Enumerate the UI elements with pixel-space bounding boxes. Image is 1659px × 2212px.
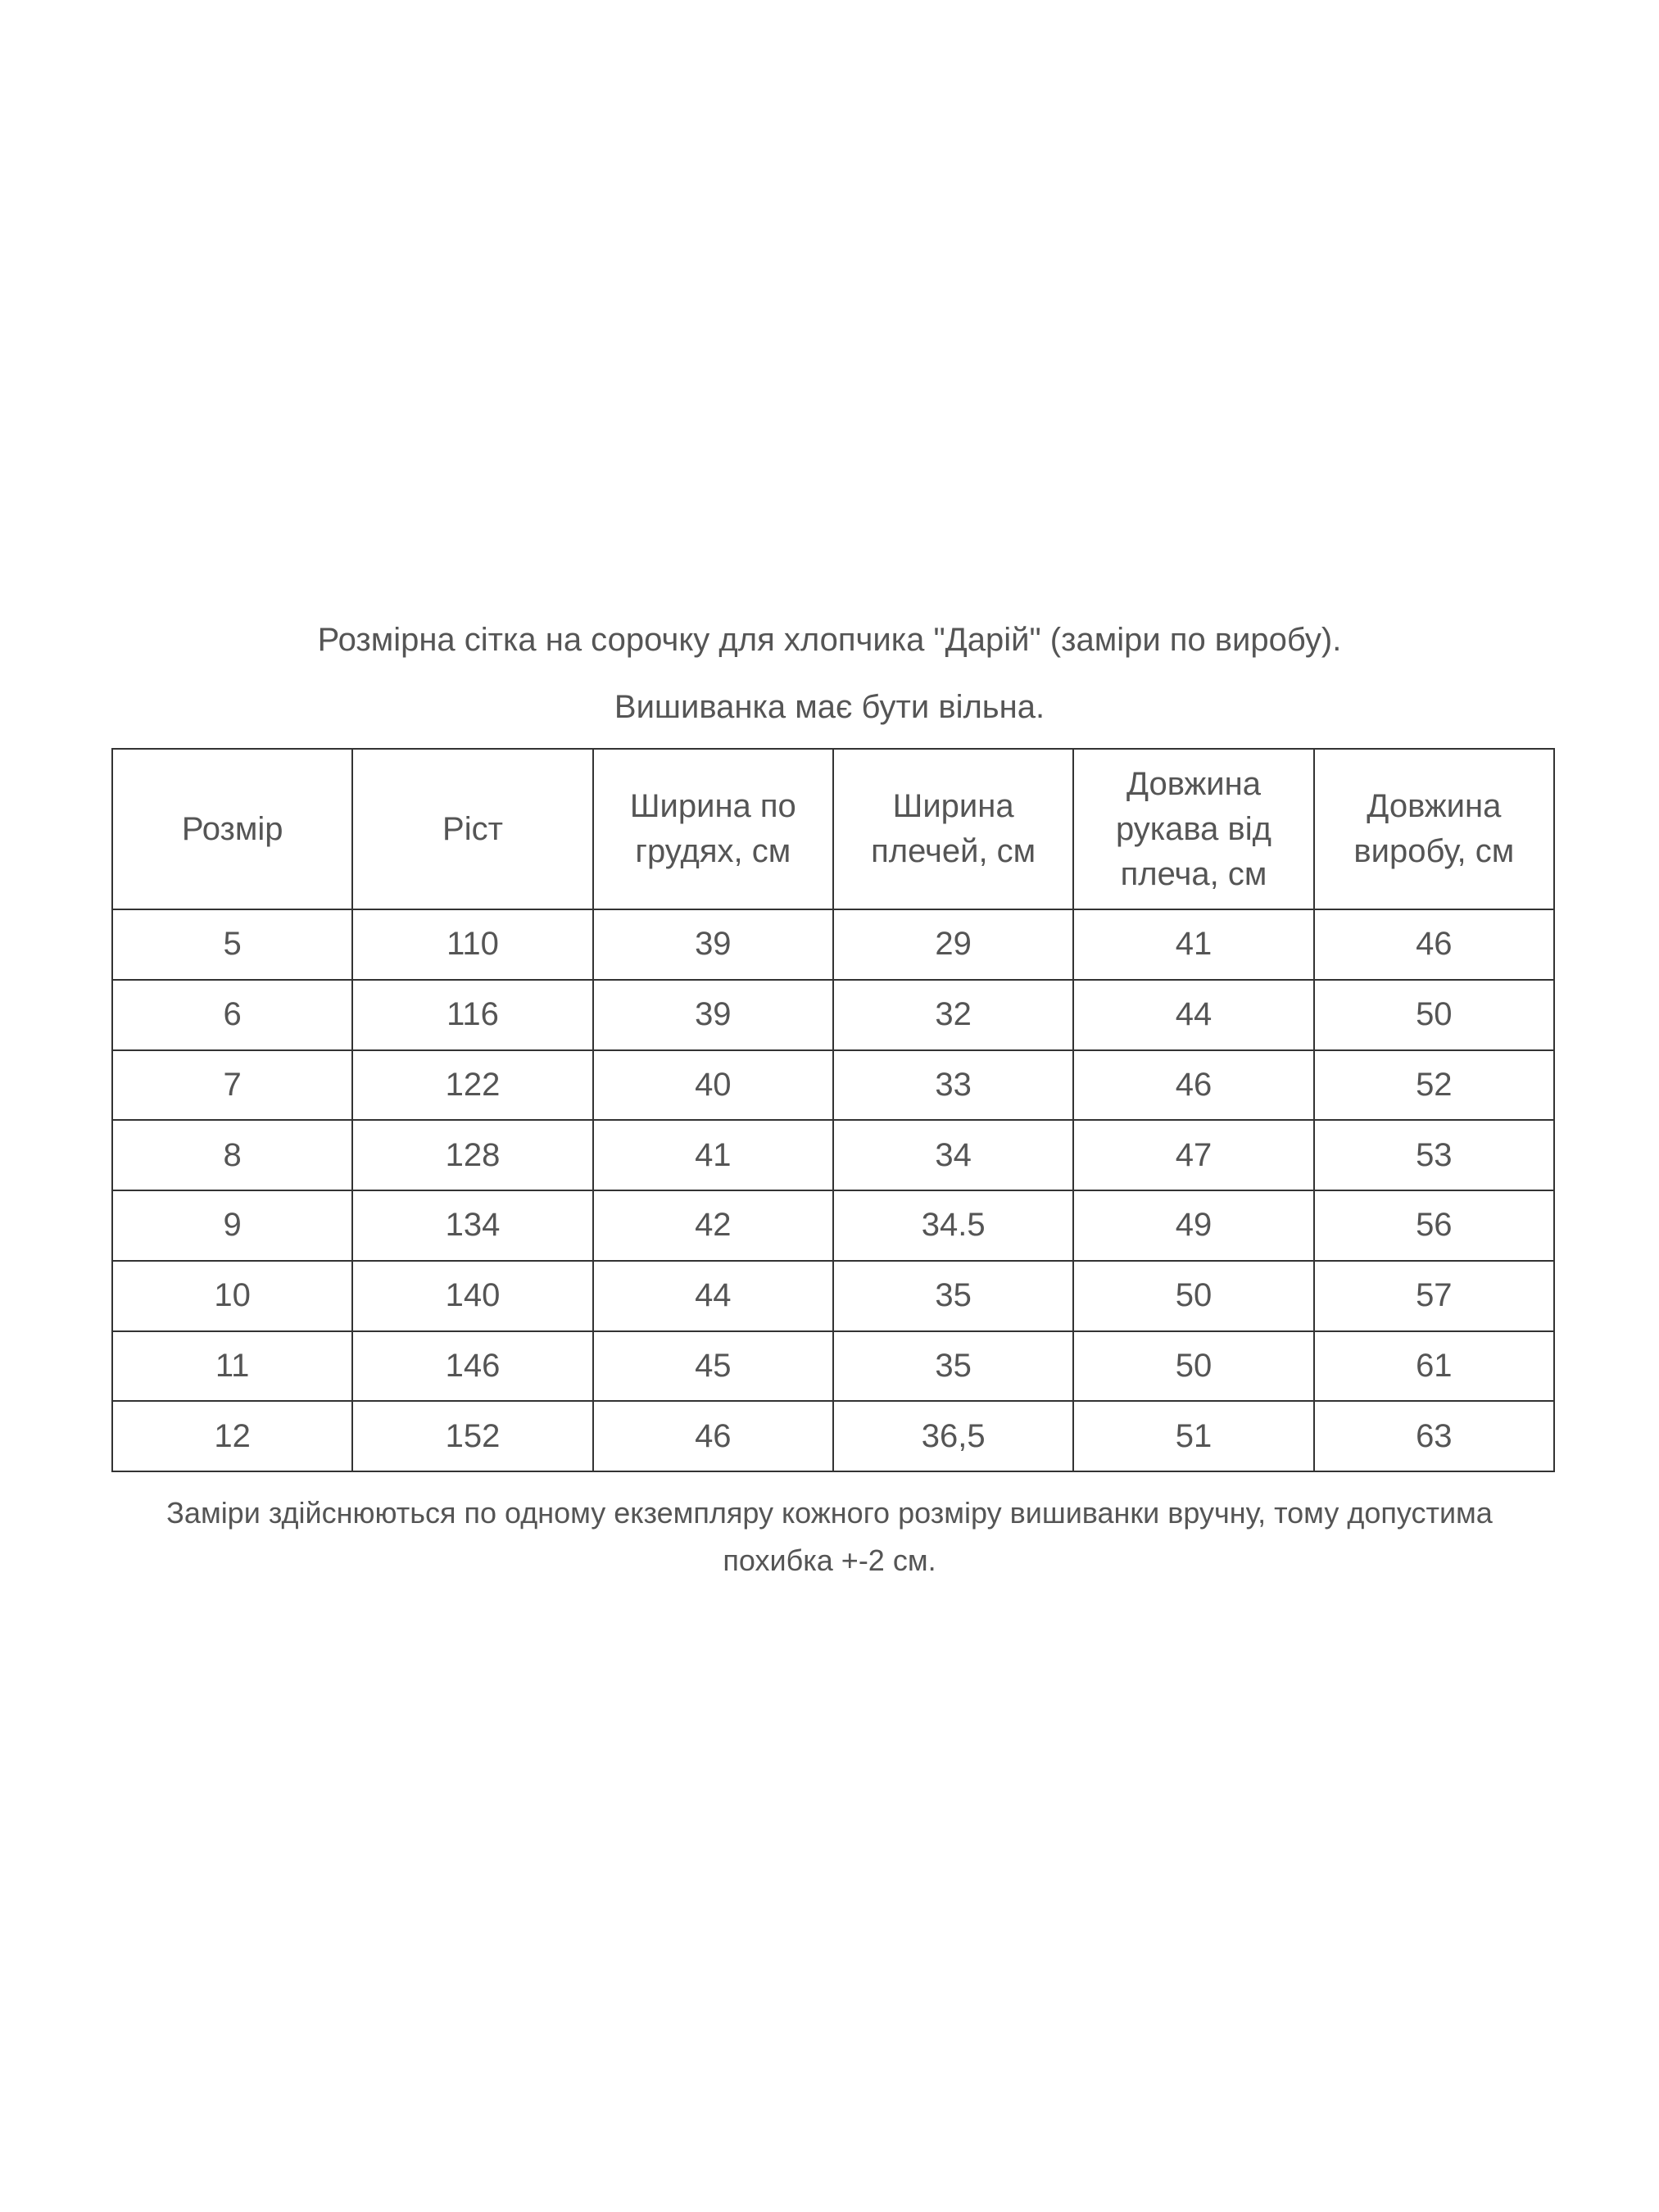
table-cell: 41 [593,1120,833,1190]
table-cell: 53 [1314,1120,1554,1190]
table-cell: 56 [1314,1190,1554,1261]
header-sleeve-length: Довжина рукава від плеча, см [1073,749,1313,909]
table-cell: 128 [352,1120,592,1190]
table-cell: 134 [352,1190,592,1261]
table-cell: 152 [352,1401,592,1471]
table-cell: 33 [833,1050,1073,1121]
table-cell: 42 [593,1190,833,1261]
table-row [112,1190,1554,1261]
table-row [112,1401,1554,1471]
table-cell: 41 [1073,909,1313,980]
table-cell: 39 [593,980,833,1050]
size-chart-table [111,748,1555,1472]
table-cell: 44 [593,1261,833,1331]
table-cell: 47 [1073,1120,1313,1190]
table-cell: 12 [112,1401,352,1471]
table-cell: 50 [1314,980,1554,1050]
table-cell: 45 [593,1331,833,1402]
table-cell: 50 [1073,1261,1313,1331]
table-cell: 44 [1073,980,1313,1050]
table-row [112,1331,1554,1402]
table-cell: 110 [352,909,592,980]
measurement-note: Заміри здійснюються по одному екземпляру кожного розміру вишиванки вручну, тому допустима похибка +-2 см. [166,1496,1493,1577]
table-cell: 46 [593,1401,833,1471]
table-row [112,980,1554,1050]
table-cell: 51 [1073,1401,1313,1471]
page-title: Розмірна сітка на сорочку для хлопчика "Дарій" (заміри по виробу). [317,622,1342,658]
table-cell: 50 [1073,1331,1313,1402]
table-cell: 34.5 [833,1190,1073,1261]
table-row [112,1120,1554,1190]
header-garment-length: Довжина виробу, см [1314,749,1554,909]
table-cell: 52 [1314,1050,1554,1121]
table-cell: 8 [112,1120,352,1190]
table-cell: 34 [833,1120,1073,1190]
table-row [112,1050,1554,1121]
table-cell: 6 [112,980,352,1050]
table-cell: 46 [1314,909,1554,980]
table-cell: 35 [833,1331,1073,1402]
header-height: Ріст [352,749,592,909]
header-chest-width: Ширина по грудях, см [593,749,833,909]
table-cell: 7 [112,1050,352,1121]
table-cell: 36,5 [833,1401,1073,1471]
table-cell: 40 [593,1050,833,1121]
table-cell: 9 [112,1190,352,1261]
table-row [112,1261,1554,1331]
header-shoulder-width: Ширина плечей, см [833,749,1073,909]
table-cell: 122 [352,1050,592,1121]
table-cell: 39 [593,909,833,980]
page-subtitle: Вишиванка має бути вільна. [614,689,1045,725]
table-cell: 29 [833,909,1073,980]
table-cell: 32 [833,980,1073,1050]
table-cell: 57 [1314,1261,1554,1331]
table-cell: 46 [1073,1050,1313,1121]
table-cell: 11 [112,1331,352,1402]
table-cell: 140 [352,1261,592,1331]
table-cell: 10 [112,1261,352,1331]
table-cell: 61 [1314,1331,1554,1402]
table-header-row [112,749,1554,909]
header-size: Розмір [112,749,352,909]
table-cell: 35 [833,1261,1073,1331]
table-cell: 146 [352,1331,592,1402]
table-cell: 5 [112,909,352,980]
table-cell: 116 [352,980,592,1050]
table-cell: 63 [1314,1401,1554,1471]
table-row [112,909,1554,980]
table-cell: 49 [1073,1190,1313,1261]
